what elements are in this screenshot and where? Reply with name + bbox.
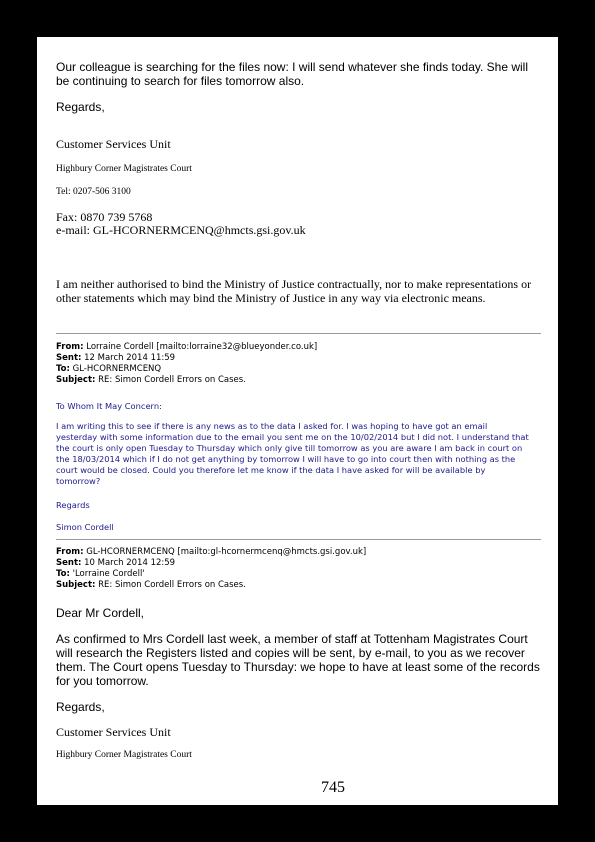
- separator-rule: [56, 539, 541, 540]
- subject-label: Subject:: [56, 580, 96, 590]
- reply-line-2: be continuing to search for files tomorrow also.: [56, 74, 305, 88]
- disclaimer-line-2: other statements which may bind the Ministry of Justice in any way via electronic means.: [56, 291, 486, 305]
- message1-body-line: the 18/03/2014 which if I do not get anything by tomorrow I will have to go into court then with nothing as the: [56, 454, 516, 464]
- to-label: To:: [56, 364, 70, 374]
- sent-value: 12 March 2014 11:59: [81, 353, 176, 363]
- message1-signature: Simon Cordell: [56, 522, 114, 532]
- signature-fax: Fax: 0870 739 5768: [56, 210, 153, 224]
- message2-greeting: Dear Mr Cordell,: [56, 606, 145, 620]
- message1-to-line: [56, 364, 161, 375]
- from-value: GL-HCORNERMCENQ [mailto:gl-hcornermcenq@hmcts.gsi.gov.uk]: [83, 547, 367, 557]
- signature-email: e-mail: GL-HCORNERMCENQ@hmcts.gsi.gov.uk: [56, 223, 306, 237]
- sent-label: Sent:: [56, 558, 82, 568]
- message1-body-line: court would be closed. Could you therefore let me know if the data I have asked for will be available by: [56, 465, 486, 475]
- reply-line-1: Our colleague is searching for the files now: I will send whatever she finds today. She will: [56, 60, 529, 74]
- subject-value: RE: Simon Cordell Errors on Cases.: [95, 375, 246, 385]
- message2-body-line: will research the Registers listed and copies will be sent, by e-mail, to you as we recover: [56, 646, 525, 660]
- message2-from-line: [56, 547, 366, 558]
- message1-body-line: I am writing this to see if there is any news as to the data I asked for. I was hoping to have got an email: [56, 421, 488, 431]
- signature-court: Highbury Corner Magistrates Court: [56, 164, 192, 174]
- message2-body-line: As confirmed to Mrs Cordell last week, a member of staff at Tottenham Magistrates Court: [56, 632, 528, 646]
- subject-label: Subject:: [56, 375, 96, 385]
- subject-value: RE: Simon Cordell Errors on Cases.: [95, 580, 246, 590]
- reply-regards: Regards,: [56, 100, 105, 114]
- signature-unit: Customer Services Unit: [56, 137, 171, 151]
- message1-sent-line: [56, 353, 175, 364]
- message1-subject-line: [56, 375, 246, 386]
- message1-greeting: To Whom It May Concern:: [56, 401, 162, 411]
- from-label: From:: [56, 547, 84, 557]
- from-label: From:: [56, 342, 84, 352]
- message2-subject-line: [56, 580, 246, 591]
- message1-body-line: tomorrow?: [56, 476, 101, 486]
- message2-body-line: for you tomorrow.: [56, 674, 149, 688]
- to-label: To:: [56, 569, 70, 579]
- message2-body-line: them. The Court opens Tuesday to Thursday: we hope to have at least some of the records: [56, 660, 540, 674]
- message2-sent-line: [56, 558, 175, 569]
- message1-body-line: the court is only open Tuesday to Thursday which only give till tomorrow as you are aware I am back in court on: [56, 443, 523, 453]
- disclaimer-line-1: I am neither authorised to bind the Ministry of Justice contractually, nor to make representations or: [56, 277, 532, 291]
- sent-value: 10 March 2014 12:59: [81, 558, 176, 568]
- message2-signature-unit: Customer Services Unit: [56, 725, 171, 739]
- from-value: Lorraine Cordell [mailto:lorraine32@blueyonder.co.uk]: [83, 342, 318, 352]
- message1-regards: Regards: [56, 500, 90, 510]
- signature-tel: Tel: 0207-506 3100: [56, 187, 131, 197]
- message1-body-line: yesterday with some information due to the email you sent me on the 10/02/2014 but I did not. I understand that: [56, 432, 529, 442]
- page-number: 745: [321, 779, 345, 796]
- sent-label: Sent:: [56, 353, 82, 363]
- document-page: [37, 37, 558, 805]
- to-value: 'Lorraine Cordell': [69, 569, 145, 579]
- message2-signature-court: Highbury Corner Magistrates Court: [56, 750, 192, 760]
- to-value: GL-HCORNERMCENQ: [69, 364, 162, 374]
- separator-rule: [56, 333, 541, 334]
- message2-regards: Regards,: [56, 700, 105, 714]
- message1-from-line: [56, 342, 317, 353]
- message2-to-line: [56, 569, 145, 580]
